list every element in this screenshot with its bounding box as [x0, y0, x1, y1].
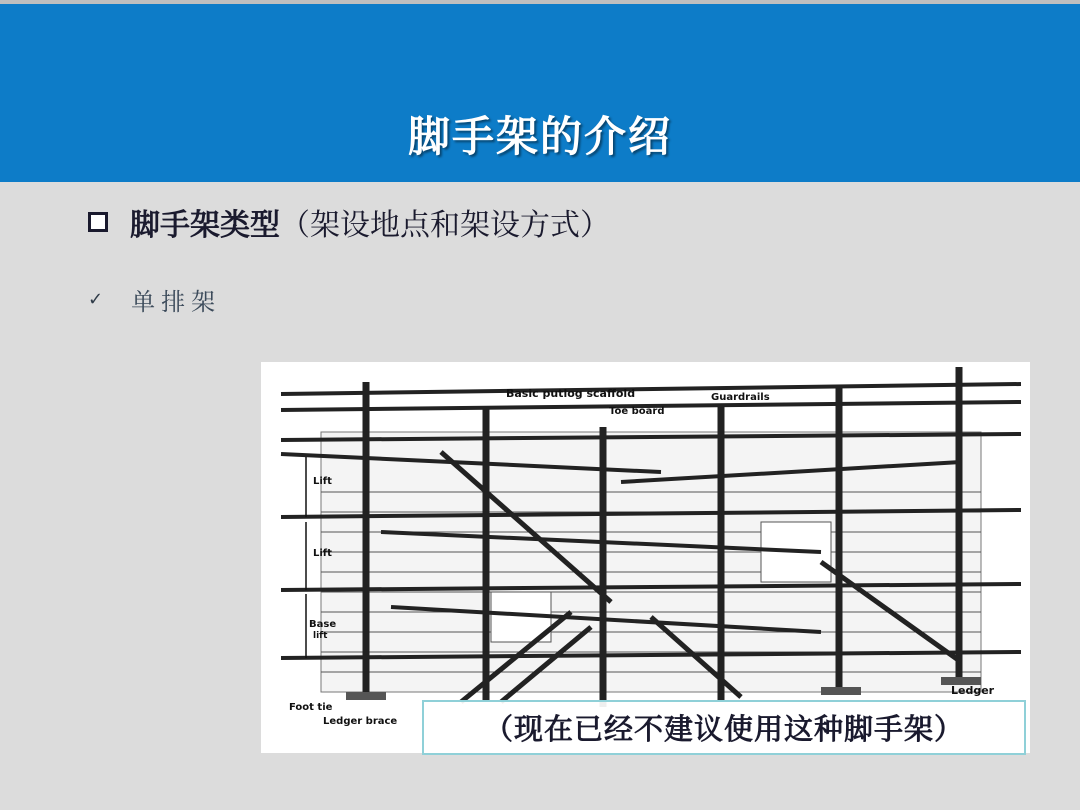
figure-title-label: Basic putlog scaffold: [506, 387, 636, 400]
toe-board-label: Toe board: [609, 406, 665, 417]
scaffold-drawing: [261, 362, 1030, 753]
base-lift-label: lift: [313, 631, 328, 641]
bullet-item: [88, 282, 221, 317]
square-bullet-icon: [88, 212, 108, 232]
ledger-brace-label: Ledger brace: [323, 716, 398, 727]
section-heading: [88, 200, 610, 244]
lift-label-2: Lift: [313, 548, 332, 559]
base-label: Base: [309, 619, 337, 630]
ledger-label: Ledger: [951, 684, 995, 697]
scaffold-diagram: [261, 362, 1030, 753]
heading-paren-text: （架设地点和架设方式）: [280, 208, 610, 243]
caption-box: （现在已经不建议使用这种脚手架）: [422, 700, 1026, 755]
heading-text: 脚手架类型: [130, 208, 280, 243]
checkmark-icon: ✓: [88, 289, 104, 310]
slide-title: 脚手架的介绍: [407, 112, 672, 161]
foot-tie-label: Foot tie: [289, 702, 333, 713]
lift-label-1: Lift: [313, 476, 332, 487]
bullet-text: 单排架: [131, 288, 222, 316]
guardrails-label: Guardrails: [711, 392, 770, 403]
